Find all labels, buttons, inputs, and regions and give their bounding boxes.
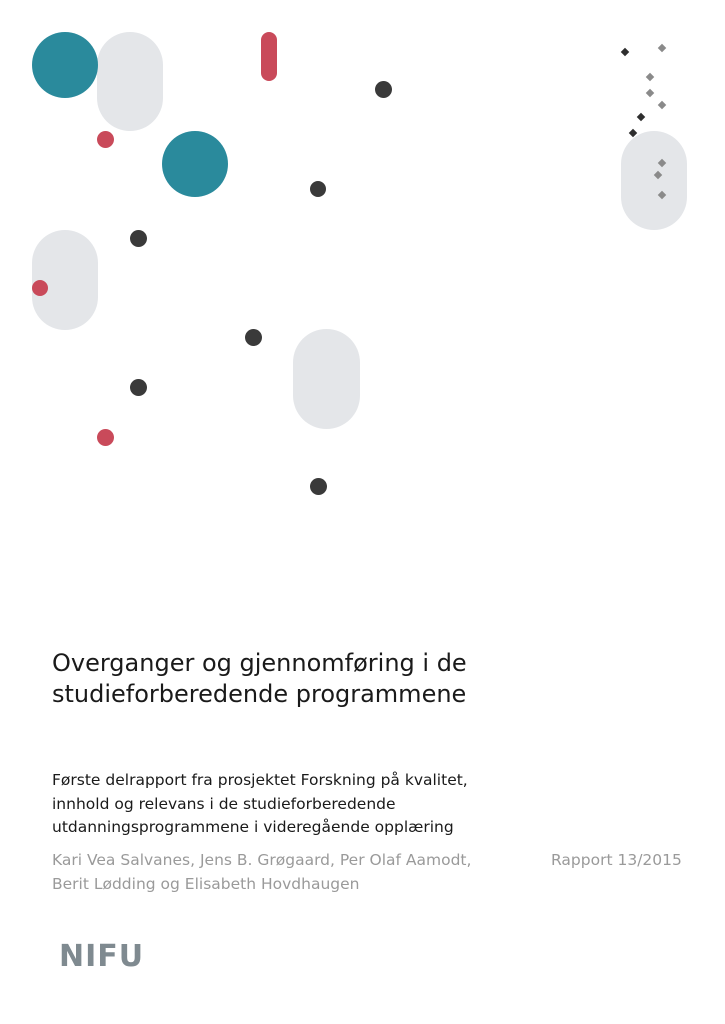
report-subtitle xyxy=(52,769,572,840)
report-subtitle-line: utdanningsprogrammene i videregående opplæring xyxy=(52,818,454,836)
decor-teal-circle xyxy=(162,131,228,197)
decor-diamond xyxy=(658,44,666,52)
decor-diamond xyxy=(646,73,654,81)
decor-pill xyxy=(621,131,687,230)
decor-dark-dot xyxy=(310,181,326,197)
decor-dark-dot xyxy=(310,478,327,495)
decor-pill xyxy=(97,32,163,131)
report-title-line: studieforberedende programmene xyxy=(52,680,467,708)
decor-red-dot xyxy=(97,429,114,446)
decor-diamond xyxy=(637,113,645,121)
decor-red-dot xyxy=(97,131,114,148)
decor-diamond xyxy=(646,89,654,97)
decor-teal-circle xyxy=(32,32,98,98)
report-authors xyxy=(52,849,522,896)
report-subtitle-line: Første delrapport fra prosjektet Forskning på kvalitet, xyxy=(52,771,468,789)
decor-dark-dot xyxy=(130,230,147,247)
decor-dark-dot xyxy=(130,379,147,396)
report-number: Rapport 13/2015 xyxy=(551,851,682,869)
decor-dark-dot xyxy=(245,329,262,346)
report-title-line: Overganger og gjennomføring i de xyxy=(52,649,467,677)
decor-diamond xyxy=(658,101,666,109)
report-title xyxy=(52,648,612,710)
authors-line: Berit Lødding og Elisabeth Hovdhaugen xyxy=(52,874,360,893)
decor-dark-dot xyxy=(375,81,392,98)
authors-line: Kari Vea Salvanes, Jens B. Grøgaard, Per Olaf Aamodt, xyxy=(52,851,472,869)
nifu-logo: NIFU xyxy=(59,939,145,974)
decor-pill xyxy=(293,329,360,429)
decor-red-bar xyxy=(261,32,277,81)
decor-red-dot xyxy=(32,280,48,296)
decor-diamond xyxy=(621,48,629,56)
report-subtitle-line: innhold og relevans i de studieforberedende xyxy=(52,794,396,813)
